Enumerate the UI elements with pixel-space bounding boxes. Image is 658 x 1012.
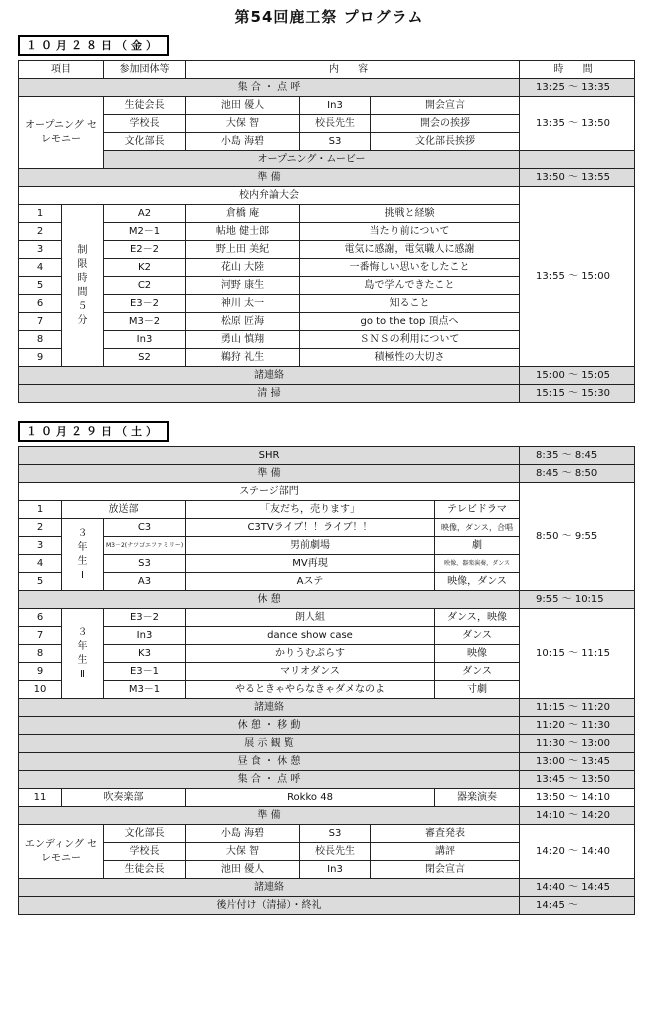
speech-row: 5 C2 河野 康生 島で学んできたこと bbox=[19, 277, 635, 295]
opening-time: 13:35 ～ 13:50 bbox=[520, 97, 635, 151]
opening-movie-row: オープニング・ムービー bbox=[19, 151, 635, 169]
notice-row: 諸連絡 14:40 ～ 14:45 bbox=[19, 879, 635, 897]
speech-row: 3 E2－2 野上田 美紀 電気に感謝，電気職人に感謝 bbox=[19, 241, 635, 259]
ending-row: エンディング セレモニー 文化部長 小島 海碧 S3 審査発表 14:20 ～ 14:40 bbox=[19, 825, 635, 843]
schedule-row: 集 合 ・ 点 呼 13:45 ～ 13:50 bbox=[19, 771, 635, 789]
stage-heading-row: ステージ部門 8:50 ～ 9:55 bbox=[19, 483, 635, 501]
closing-row: 後片付け（清掃）・終礼 14:45 ～ bbox=[19, 897, 635, 915]
break-row: 休 憩 9:55 ～ 10:15 bbox=[19, 591, 635, 609]
prep-row: 準 備 14:10 ～ 14:20 bbox=[19, 807, 635, 825]
day2-table bbox=[18, 446, 635, 915]
stage-row: 10 M3－1 やるときゃやらなきゃダメなのよ 寸劇 bbox=[19, 681, 635, 699]
speech-time: 13:55 ～ 15:00 bbox=[520, 187, 635, 367]
ending-row: 生徒会長 池田 優人 In3 閉会宣言 bbox=[19, 861, 635, 879]
stage-side-label-2: ３年生Ⅱ bbox=[62, 609, 104, 699]
stage-row: 2 ３年生Ⅰ C3 C3TVライブ！！ライブ！！ 映像，ダンス，合唱 bbox=[19, 519, 635, 537]
assembly-row: 集 合 ・ 点 呼 13:25 ～ 13:35 bbox=[19, 79, 635, 97]
ending-label: エンディング セレモニー bbox=[19, 825, 104, 879]
col-item: 項目 bbox=[19, 61, 104, 79]
prep-row: 準 備 8:45 ～ 8:50 bbox=[19, 465, 635, 483]
schedule-row: 展 示 観 覧 11:30 ～ 13:00 bbox=[19, 735, 635, 753]
stage2-time: 10:15 ～ 11:15 bbox=[520, 609, 635, 699]
stage-side-label-1: ３年生Ⅰ bbox=[62, 519, 104, 591]
speech-row: 6 E3－2 神川 太一 知ること bbox=[19, 295, 635, 313]
speech-row: 8 In3 勇山 慎翔 ＳＮＳの利用について bbox=[19, 331, 635, 349]
stage-row: 8 K3 かりうむぷらす 映像 bbox=[19, 645, 635, 663]
shr-row: SHR 8:35 ～ 8:45 bbox=[19, 447, 635, 465]
stage-row: 5 A3 Aステ 映像，ダンス bbox=[19, 573, 635, 591]
speech-row: 9 S2 鵜狩 礼生 積極性の大切さ bbox=[19, 349, 635, 367]
day2-date: １０月２９日（土） bbox=[18, 421, 169, 442]
schedule-row: 諸連絡 11:15 ～ 11:20 bbox=[19, 699, 635, 717]
opening-label: オープニング セレモニー bbox=[19, 97, 104, 169]
cleaning-row: 清 掃 15:15 ～ 15:30 bbox=[19, 385, 635, 403]
col-time: 時 間 bbox=[520, 61, 635, 79]
page-title: 第54回鹿工祭 プログラム bbox=[234, 8, 424, 26]
speech-side-label: 制限時間５分 bbox=[62, 205, 104, 367]
speech-row: 4 K2 花山 大陸 一番悔しい思いをしたこと bbox=[19, 259, 635, 277]
stage-row: 9 E3－1 マリオダンス ダンス bbox=[19, 663, 635, 681]
day1-date: １０月２８日（金） bbox=[18, 35, 169, 56]
speech-row: 7 M3－2 松原 匠海 go to the top 頂点へ bbox=[19, 313, 635, 331]
notice-row: 諸連絡 15:00 ～ 15:05 bbox=[19, 367, 635, 385]
day1-table bbox=[18, 60, 635, 403]
opening-row: 学校長 大保 智 校長先生 開会の挨拶 bbox=[19, 115, 635, 133]
col-content: 内 容 bbox=[186, 61, 520, 79]
prep-row: 準 備 13:50 ～ 13:55 bbox=[19, 169, 635, 187]
stage-row: 3 M3－2(ナツゴエファミリー) 男前劇場 劇 bbox=[19, 537, 635, 555]
schedule-row: 昼 食 ・ 休 憩 13:00 ～ 13:45 bbox=[19, 753, 635, 771]
ending-row: 学校長 大保 智 校長先生 講評 bbox=[19, 843, 635, 861]
ending-time: 14:20 ～ 14:40 bbox=[520, 825, 635, 879]
band-row: 11 吹奏楽部 Rokko 48 器楽演奏 13:50 ～ 14:10 bbox=[19, 789, 635, 807]
stage-row: 7 In3 dance show case ダンス bbox=[19, 627, 635, 645]
schedule-row: 休 憩 ・ 移 動 11:20 ～ 11:30 bbox=[19, 717, 635, 735]
opening-row: 文化部長 小島 海碧 S3 文化部長挨拶 bbox=[19, 133, 635, 151]
speech-row: 1 制限時間５分 A2 倉橋 庵 挑戦と経験 bbox=[19, 205, 635, 223]
opening-row: オープニング セレモニー 生徒会長 池田 優人 In3 開会宣言 13:35 ～ 13:50 bbox=[19, 97, 635, 115]
stage-row: 4 S3 MV再現 映像，器楽演奏，ダンス bbox=[19, 555, 635, 573]
stage-row: 6 ３年生Ⅱ E3－2 朗人組 ダンス，映像 10:15 ～ 11:15 bbox=[19, 609, 635, 627]
header-row bbox=[19, 61, 635, 79]
speech-heading-row: 校内弁論大会 13:55 ～ 15:00 bbox=[19, 187, 635, 205]
speech-row: 2 M2－1 帖地 健士郎 当たり前について bbox=[19, 223, 635, 241]
col-group: 参加団体等 bbox=[104, 61, 186, 79]
stage-row: 1 放送部 「友だち，売ります」 テレビドラマ bbox=[19, 501, 635, 519]
stage1-time: 8:50 ～ 9:55 bbox=[520, 483, 635, 591]
